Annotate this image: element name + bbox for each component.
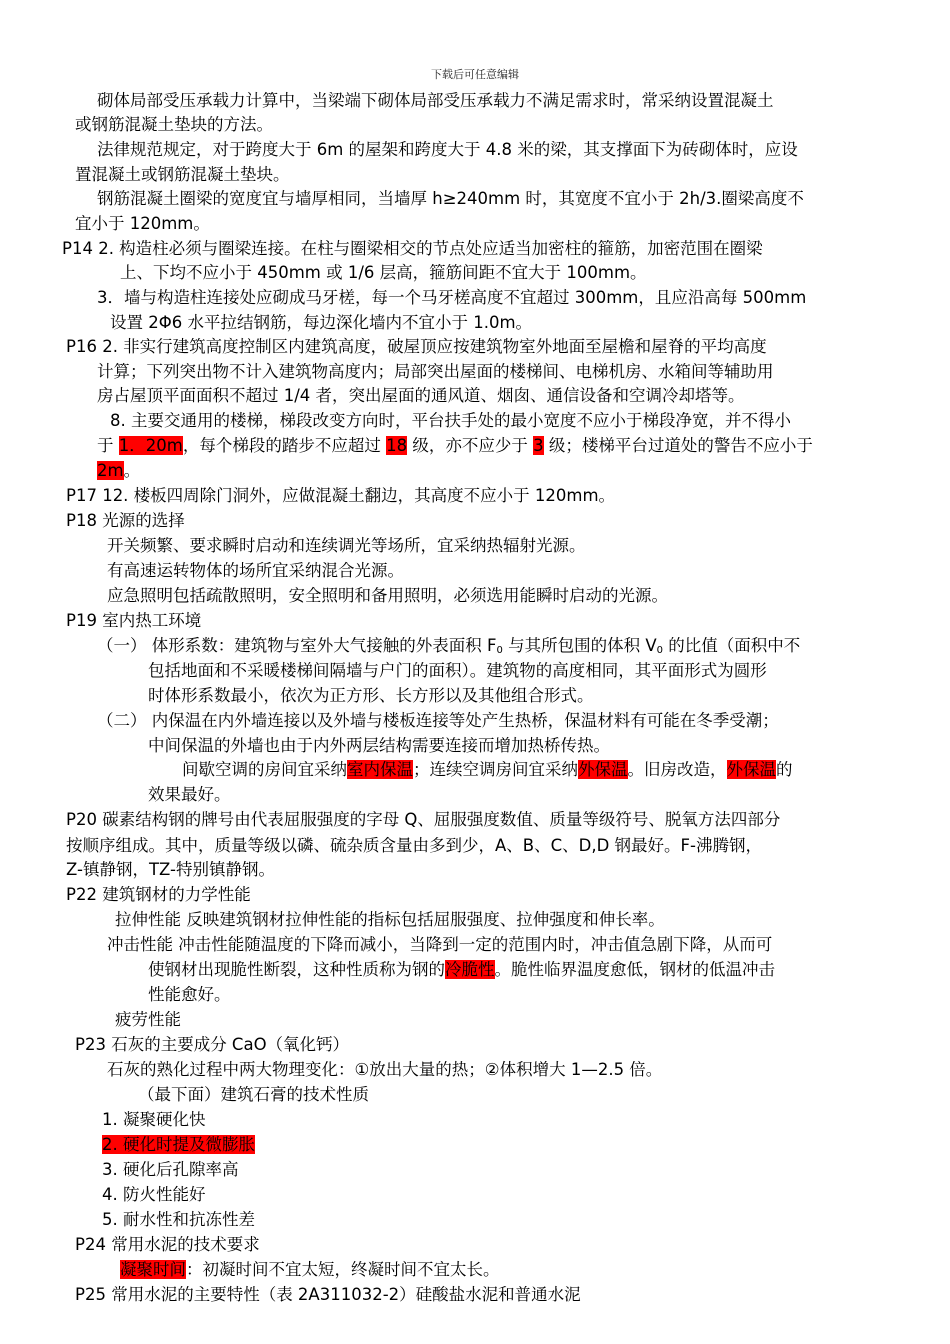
text-line xyxy=(102,1183,206,1207)
text-segment: 计算；下列突出物不计入建筑物高度内；局部突出屋面的楼梯间、电梯机房、水箱间等辅助用 xyxy=(97,362,774,381)
text-segment: 上、下均不应小于 450mm 或 1/6 层高，箍筋间距不宜大于 100mm。 xyxy=(120,263,647,282)
text-segment: 拉伸性能 反映建筑钢材拉伸性能的指标包括屈服强度、拉伸强度和伸长率。 xyxy=(115,910,665,929)
text-segment: 砌体局部受压承载力计算中，当梁端下砌体局部受压承载力不满足需求时，常采纳设置混凝土 xyxy=(97,91,774,110)
text-line xyxy=(75,113,273,137)
text-line xyxy=(102,1158,239,1182)
text-line xyxy=(97,384,745,408)
text-line xyxy=(115,908,665,932)
text-segment: 。 xyxy=(123,461,141,480)
text-line xyxy=(66,834,762,858)
text-segment: ；连续空调房间宜采纳 xyxy=(413,760,578,779)
text-line xyxy=(148,659,767,683)
text-segment: （最下面）建筑石膏的技术性质 xyxy=(138,1085,369,1104)
text-segment: 包括地面和不采暖楼梯间隔墙与户门的面积）。建筑物的高度相同，其平面形式为圆形 xyxy=(148,661,767,680)
text-segment: 5. 耐水性和抗冻性差 xyxy=(102,1210,255,1229)
text-segment: （一） 体形系数：建筑物与室外大气接触的外表面积 F xyxy=(97,636,497,655)
text-segment: 中间保温的外墙也由于内外两层结构需要连接而增加热桥传热。 xyxy=(148,736,610,755)
text-line xyxy=(97,187,804,211)
text-line xyxy=(138,1083,369,1107)
text-segment: 间歇空调的房间宜采纳 xyxy=(182,760,347,779)
text-segment: ：初凝时间不宜太短，终凝时间不宜太长。 xyxy=(186,1260,500,1279)
highlighted-text: 1．20m xyxy=(118,436,183,455)
text-segment: P20 碳素结构钢的牌号由代表屈服强度的字母 Q、屈服强度数值、质量等级符号、脱氧方法四部分 xyxy=(66,810,781,829)
text-line xyxy=(148,983,231,1007)
text-segment: 的比值（面积中不 xyxy=(663,636,801,655)
text-line xyxy=(97,634,800,658)
text-line xyxy=(75,1283,581,1307)
highlighted-text: 18 xyxy=(386,436,408,455)
text-segment: 设置 2Φ6 水平拉结钢筋，每边深化墙内不宜小于 1.0m。 xyxy=(110,313,533,332)
text-line xyxy=(107,1058,662,1082)
text-line xyxy=(66,883,251,907)
text-segment: P24 常用水泥的技术要求 xyxy=(75,1235,260,1254)
text-line xyxy=(66,609,201,633)
text-line xyxy=(107,584,668,608)
text-line xyxy=(115,1008,181,1032)
text-line xyxy=(120,1258,500,1282)
text-segment: 应急照明包括疏散照明，安全照明和备用照明，必须选用能瞬时启动的光源。 xyxy=(107,586,668,605)
text-line xyxy=(66,808,780,832)
text-segment: 效果最好。 xyxy=(148,785,231,804)
highlighted-text: 2m xyxy=(97,461,124,480)
text-segment: 级，亦不应少于 xyxy=(407,436,534,455)
text-segment: 3. 硬化后孔隙率高 xyxy=(102,1160,239,1179)
text-line xyxy=(148,958,775,982)
text-line xyxy=(97,89,774,113)
highlighted-text: 冷脆性 xyxy=(445,960,495,979)
text-line xyxy=(148,684,594,708)
highlighted-text: 凝聚时间 xyxy=(120,1260,186,1279)
text-line xyxy=(120,261,647,285)
text-line xyxy=(75,212,210,236)
text-segment: P19 室内热工环境 xyxy=(66,611,202,630)
text-line xyxy=(182,758,793,782)
text-segment: 时体形系数最小，依次为正方形、长方形以及其他组合形式。 xyxy=(148,686,594,705)
text-segment: P22 建筑钢材的力学性能 xyxy=(66,885,251,904)
text-line xyxy=(110,311,532,335)
text-segment: 宜小于 120mm。 xyxy=(75,214,210,233)
text-segment: 开关频繁、要求瞬时启动和连续调光等场所，宜采纳热辐射光源。 xyxy=(107,536,586,555)
text-line xyxy=(75,163,290,187)
text-segment: P18 光源的选择 xyxy=(66,511,185,530)
text-line xyxy=(62,237,763,261)
text-segment: 。旧房改造， xyxy=(627,760,727,779)
subscript-text: 0 xyxy=(496,645,503,656)
text-line xyxy=(66,509,185,533)
text-segment: 级；楼梯平台过道处的警告不应小于 xyxy=(543,436,813,455)
highlighted-text: 室内保温 xyxy=(347,760,413,779)
text-line xyxy=(107,933,772,957)
text-segment: 或钢筋混凝土垫块的方法。 xyxy=(75,115,273,134)
text-segment: （二） 内保温在内外墙连接以及外墙与楼板连接等处产生热桥，保温材料有可能在冬季受潮； xyxy=(97,711,779,730)
text-line xyxy=(148,734,610,758)
text-line xyxy=(66,484,615,508)
text-segment: P23 石灰的主要成分 CaO（氧化钙） xyxy=(75,1035,350,1054)
text-segment: 石灰的熟化过程中两大物理变化：①放出大量的热；②体积增大 1—2.5 倍。 xyxy=(107,1060,663,1079)
text-segment: 的 xyxy=(776,760,793,779)
highlighted-text: 外保温 xyxy=(578,760,628,779)
page-header: 下载后可任意编辑 xyxy=(431,68,519,81)
text-segment: 法律规范规定，对于跨度大于 6m 的屋架和跨度大于 4.8 米的梁，其支撑面下为砖砌体时，应设 xyxy=(97,140,798,159)
text-line xyxy=(102,1108,206,1132)
text-segment: ，每个梯段的踏步不应超过 xyxy=(182,436,387,455)
text-line xyxy=(107,559,404,583)
highlighted-text: 外保温 xyxy=(726,760,776,779)
text-segment: 房占屋顶平面面积不超过 1/4 者，突出屋面的通风道、烟囱、通信设备和空调冷却塔等。 xyxy=(97,386,745,405)
subscript-text: 0 xyxy=(656,645,664,656)
text-line xyxy=(75,1233,260,1257)
text-line xyxy=(97,459,140,483)
text-segment: 置混凝土或钢筋混凝土垫块。 xyxy=(75,165,290,184)
highlighted-text: 2. 硬化时提及微膨胀 xyxy=(102,1135,255,1154)
text-segment: 冲击性能 冲击性能随温度的下降而减小，当降到一定的范围内时，冲击值急剧下降，从而可 xyxy=(107,935,773,954)
text-line xyxy=(107,534,586,558)
text-segment: 有高速运转物体的场所宜采纳混合光源。 xyxy=(107,561,404,580)
text-line xyxy=(148,783,231,807)
text-segment: P16 2. 非实行建筑高度控制区内建筑高度，破屋顶应按建筑物室外地面至屋檐和屋脊的平均高度 xyxy=(66,337,767,356)
text-segment: 性能愈好。 xyxy=(148,985,231,1004)
text-line xyxy=(66,858,275,882)
text-line xyxy=(102,1133,255,1157)
text-line xyxy=(110,409,791,433)
text-segment: 。脆性临界温度愈低，钢材的低温冲击 xyxy=(494,960,775,979)
text-line xyxy=(66,335,767,359)
text-segment: 4. 防火性能好 xyxy=(102,1185,206,1204)
text-segment: 使钢材出现脆性断裂，这种性质称为钢的 xyxy=(148,960,445,979)
text-segment: Z-镇静钢，TZ-特别镇静钢。 xyxy=(66,860,276,879)
text-segment: 按顺序组成。其中，质量等级以磷、硫杂质含量由多到少，A、B、C、D,D 钢最好。F-沸腾钢， xyxy=(66,836,762,855)
text-line xyxy=(97,360,774,384)
text-line xyxy=(97,709,779,733)
text-segment: P14 2. 构造柱必须与圈梁连接。在柱与圈梁相交的节点处应适当加密柱的箍筋，加密范围在圈梁 xyxy=(62,239,763,258)
text-line xyxy=(97,138,798,162)
text-line xyxy=(97,286,806,310)
text-segment: 疲劳性能 xyxy=(115,1010,181,1029)
text-line xyxy=(97,434,813,458)
text-segment: P17 12. 楼板四周除门洞外，应做混凝土翻边，其高度不应小于 120mm。 xyxy=(66,486,616,505)
text-segment: P25 常用水泥的主要特性（表 2A311032-2）硅酸盐水泥和普通水泥 xyxy=(75,1285,581,1304)
text-segment: 与其所包围的体积 V xyxy=(502,636,657,655)
text-segment: 3．墙与构造柱连接处应砌成马牙槎，每一个马牙槎高度不宜超过 300mm，且应沿高每 500mm xyxy=(97,288,807,307)
text-line xyxy=(102,1208,255,1232)
text-segment: 8. 主要交通用的楼梯，梯段改变方向时，平台扶手处的最小宽度不应小于梯段净宽，并不得小 xyxy=(110,411,791,430)
text-segment: 于 xyxy=(97,436,119,455)
text-segment: 钢筋混凝土圈梁的宽度宜与墙厚相同，当墙厚 h≥240mm 时，其宽度不宜小于 2h/3.圈梁高度不 xyxy=(97,189,804,208)
highlighted-text: 3 xyxy=(533,436,544,455)
text-segment: 1. 凝聚硬化快 xyxy=(102,1110,206,1129)
text-line xyxy=(75,1033,349,1057)
